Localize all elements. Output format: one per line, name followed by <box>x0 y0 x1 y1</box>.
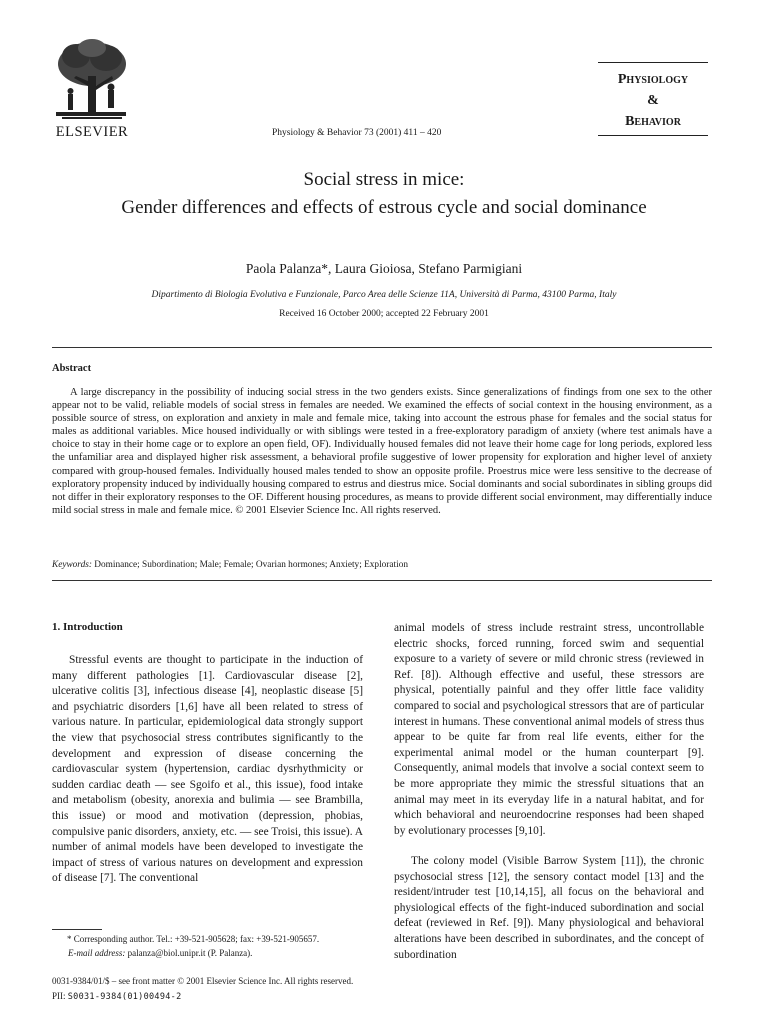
article-title-line-1: Social stress in mice: <box>303 169 465 190</box>
journal-title-box <box>598 62 708 136</box>
publisher-name: ELSEVIER <box>55 124 129 140</box>
email-label: E-mail address: <box>68 948 126 958</box>
article-title-line-2: Gender differences and effects of estrous cycle and social dominance <box>121 197 647 218</box>
received-dates: Received 16 October 2000; accepted 22 February 2001 <box>279 309 489 319</box>
pii-line <box>52 991 182 1002</box>
journal-citation: Physiology & Behavior 73 (2001) 411 – 420 <box>272 128 442 138</box>
corresponding-author-note: * Corresponding author. Tel.: +39-521-905628; fax: +39-521-905657. <box>67 934 320 944</box>
abstract-heading: Abstract <box>52 363 92 374</box>
section-heading-introduction: 1. Introduction <box>52 621 123 633</box>
intro-paragraph-right-2: The colony model (Visible Barrow System [11]), the chronic psychosocial stress [12], the sensory contact model [13] and the resident/intruder test [10,14,15], all focus on the behavioral and physiological effects of the fight-induced subordination and social defeat (reviewed in Ref. [9]). Many physiological and behavioral alterations have been described in subordinates, and the concept of subordination <box>394 855 704 961</box>
footnote-divider <box>52 929 102 930</box>
pii-value: S0031-9384(01)00494-2 <box>67 992 182 1002</box>
issn-line: 0031-9384/01/$ – see front matter © 2001 Elsevier Science Inc. All rights reserved. <box>52 976 354 986</box>
email-address: palanza@biol.unipr.it (P. Palanza). <box>127 948 253 958</box>
keywords-label: Keywords: <box>52 560 92 570</box>
article-authors: Paola Palanza*, Laura Gioiosa, Stefano Parmigiani <box>245 261 523 276</box>
journal-title-line-2: & <box>647 93 659 108</box>
header-divider <box>52 347 712 348</box>
pii-label: PII: <box>52 991 66 1001</box>
keywords-list: Dominance; Subordination; Male; Female; Ovarian hormones; Anxiety; Exploration <box>94 560 408 570</box>
abstract-text: A large discrepancy in the possibility of inducing social stress in the two genders exists. Since generalizations of findings from one sex to the other appear not to be valid, reliable models of social stress in females are needed. We examined the effects of social context in the housing environment, as a possible source of stress, on exploration and anxiety in male and female mice, taking into account the estrous phase for females and the social status for males as additional variables. Mice housed individually or with siblings were tested in a free-exploratory paradigm of anxiety (where test animals have a choice to stay in their home cage or to explore an open field, OF). Individually housed females did not leave their home cage for long periods, explored less the unfamiliar area and displayed higher risk assessment, a behavioral profile suggestive of lower propensity for exploration and higher level of anxiety compared with group-housed females. Individually housed males tended to show an opposite profile. Proestrus mice were less sensitive to the decrease of exploratory propensity induced by individually housing compared to estrus and diestrus mice. Social dominants and social subordinates in sibling groups did not differ in their exploratory responses to the OF. Different housing procedures, as means to provide different social environment, may differentially induce mild social stress in male and female mice. © 2001 Elsevier Science Inc. All rights reserved. <box>52 387 712 516</box>
journal-title-line-3: Behavior <box>625 114 681 129</box>
intro-paragraph-right-1: animal models of stress include restraint stress, uncontrollable electric shocks, forced running, forced swim and sequential exposure to a variety of severe or mild chronic stress (reviewed in Ref. [8]). Although effective and useful, these stressors are physical, potentially painful and they offer little face validity compared to social and psychological stressors that are of particular interest in humans. These conventional animal models of stress thus appear to be quite far from real life events, either for the experimental animal model or the human counterpart [9]. Consequently, animal models that involve a social context seem to be more appropriate they mimic the stressful situations that an animal may meet in its everyday life in a natural habitat, and for which behavioral and neuroendocrine responses had been shaped by evolutionary processes [9,10]. <box>394 622 704 837</box>
author-affiliation: Dipartimento di Biologia Evolutiva e Funzionale, Parco Area delle Scienze 11A, Università di Parma, 43100 Parma, Italy <box>151 290 617 300</box>
author-email <box>68 948 388 958</box>
journal-title-line-1: Physiology <box>617 72 689 87</box>
abstract-divider <box>52 580 712 581</box>
keywords <box>52 560 712 570</box>
intro-paragraph-left: Stressful events are thought to participate in the induction of many different pathologies [1]. Cardiovascular disease [2], ulcerative colitis [3], infectious disease [4], neoplastic disease [5] and psychiatric disorders [1,6] have all been related to stress of various nature. In particular, epidemiological data strongly support the view that psychosocial stress contributes significantly to the development and expression of disease concerning the cardiovascular system (hypertension, cardiac dysrhythmicity or sudden cardiac death — see Sgoifo et al., this issue), food intake and metabolism (obesity, anorexia and bulimia — see Brambilla, this issue) or mood and motivation (depression, phobias, compulsive panic disorders, anxiety, etc. — see Troisi, this issue). A number of animal models have been developed to investigate the impact of stress of various natures on development and expression of disease [7]. The conventional <box>52 654 363 885</box>
elsevier-tree-logo <box>52 38 130 122</box>
